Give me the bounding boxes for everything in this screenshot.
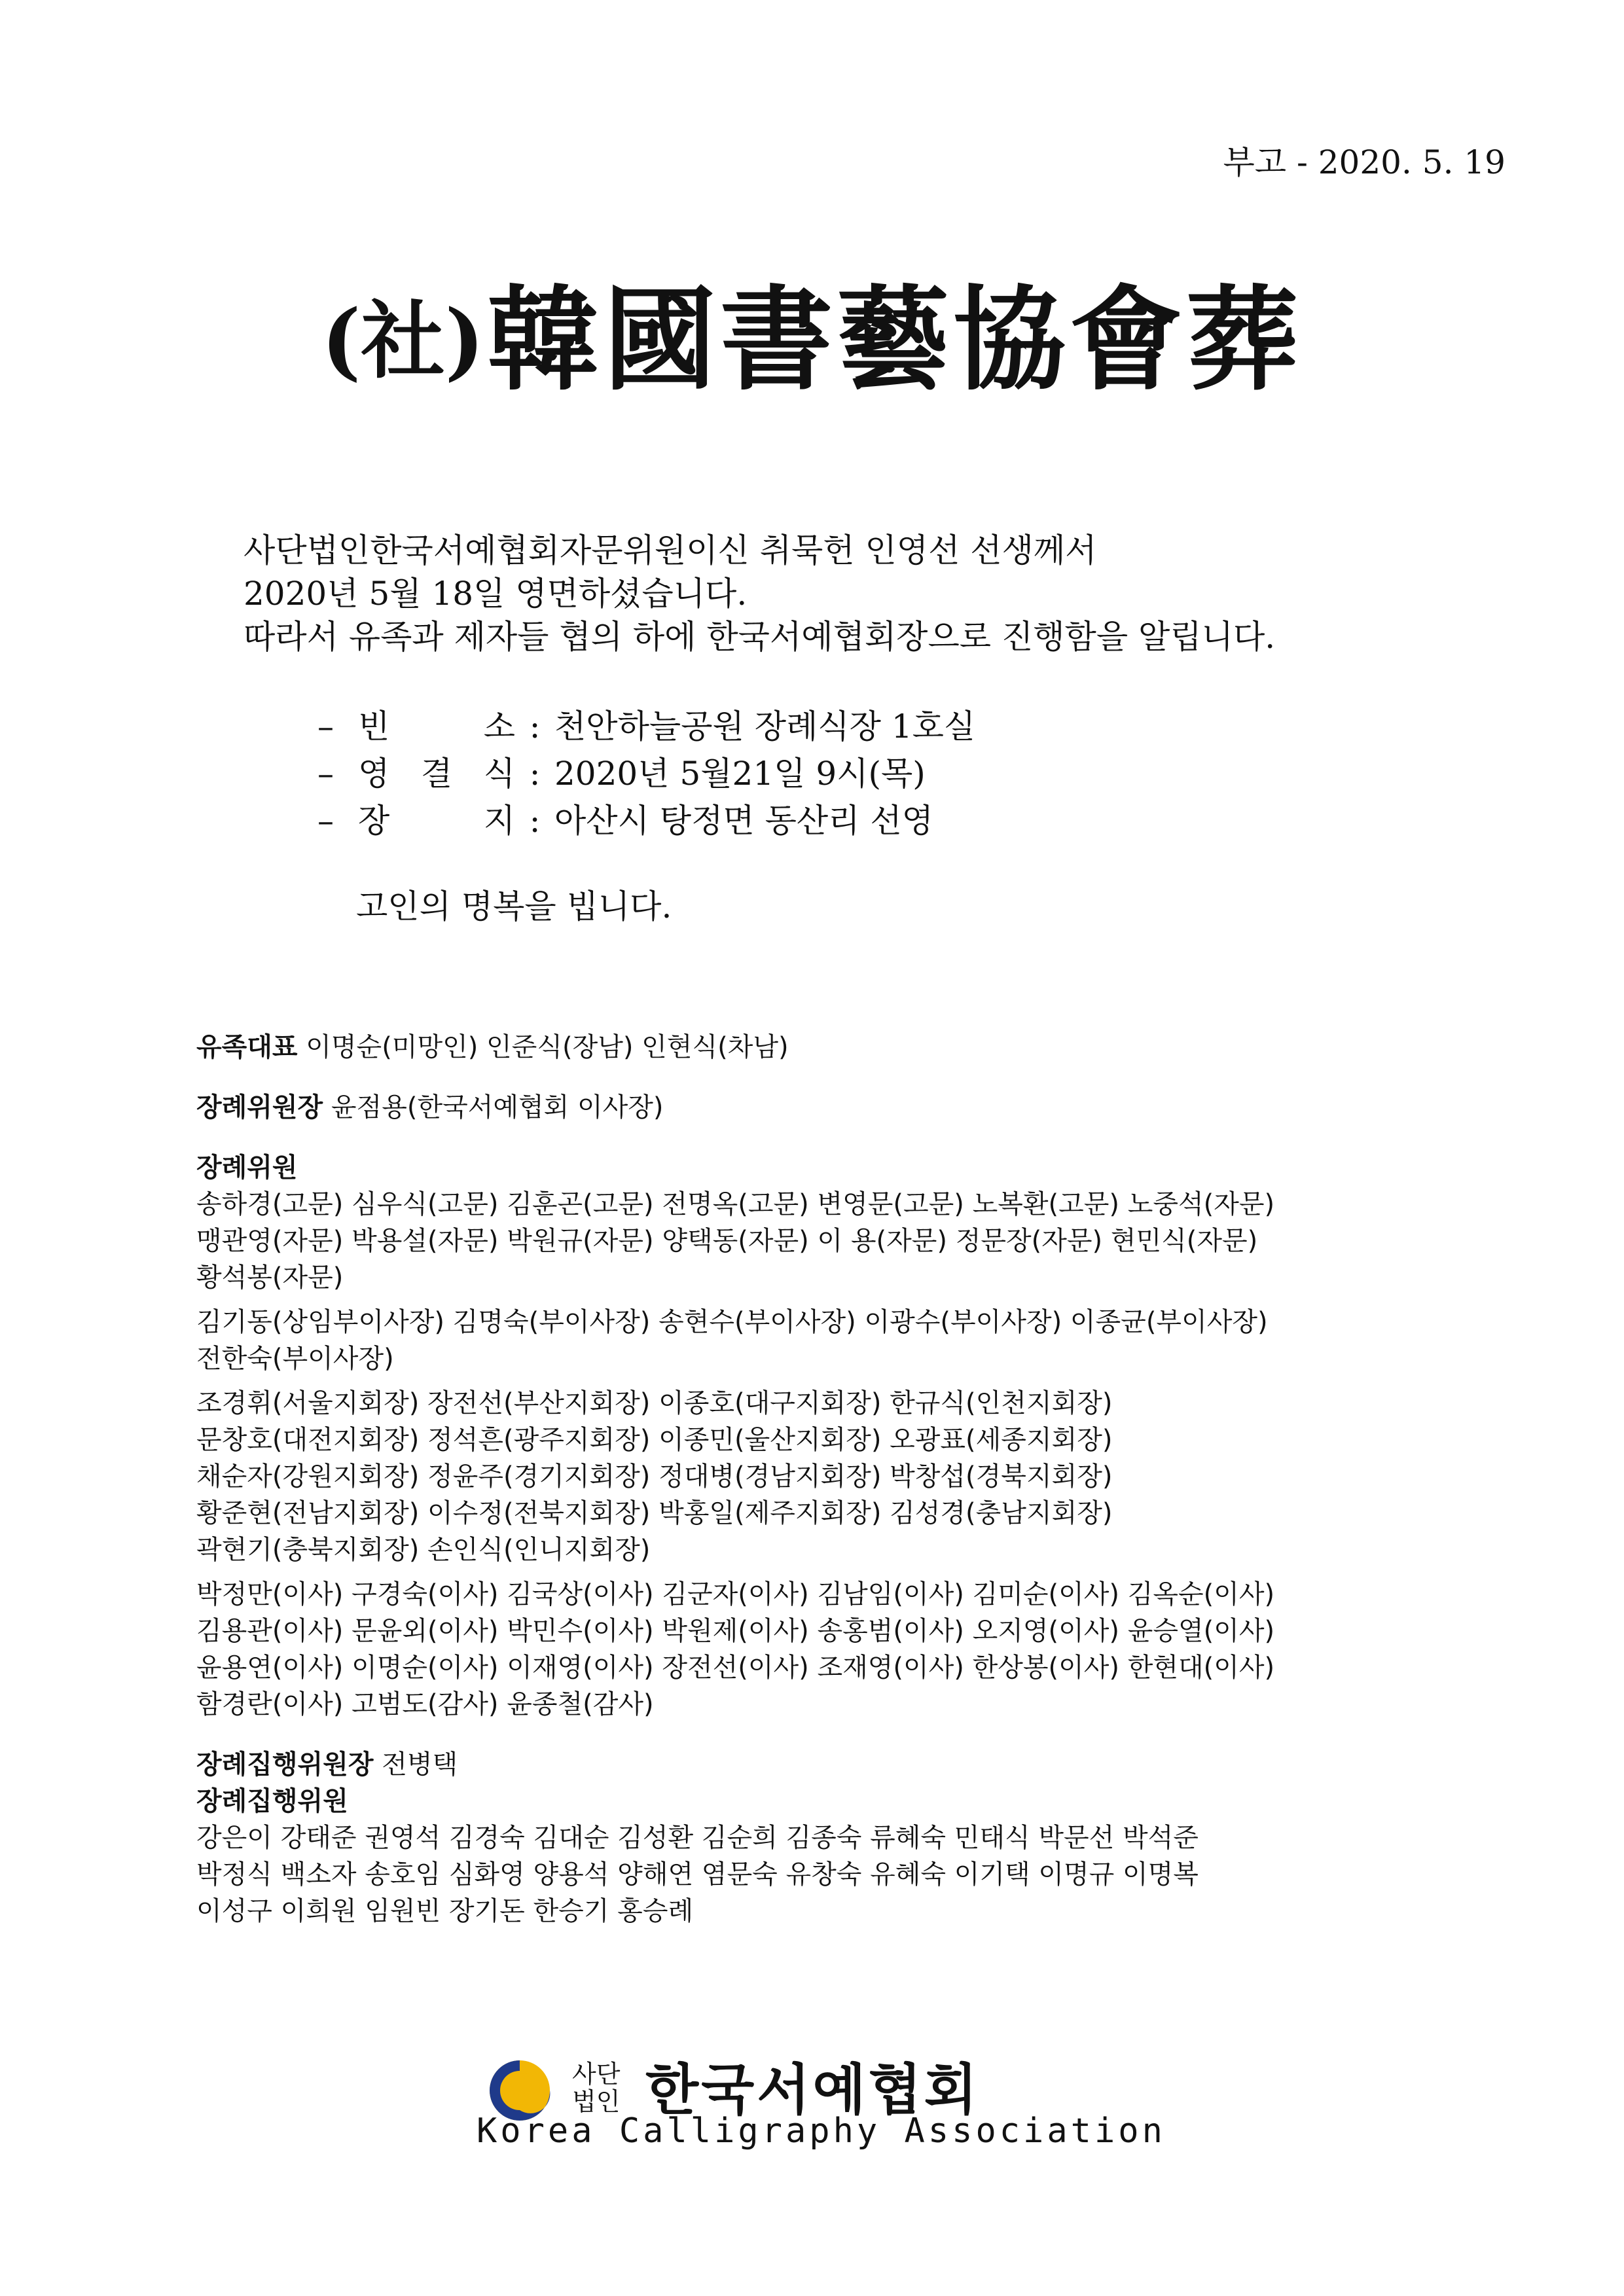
logo-name: 한국서예협회 xyxy=(645,2057,980,2122)
detail-value: 천안하늘공원 장례식장 1호실 xyxy=(554,708,976,745)
committee-group-vice-chairs xyxy=(196,1304,1492,1377)
roster-line: 채순자(강원지회장) 정윤주(경기지회장) 정대병(경남지회장) 박창섭(경북지회장) xyxy=(196,1462,1113,1492)
roster-line: 맹관영(자문) 박용설(자문) 박원규(자문) 양택동(자문) 이 용(자문) 정문장(자문) 현민식(자문) xyxy=(196,1226,1258,1256)
roster-line: 박정식 백소자 송호임 심화영 양용석 양해연 염문숙 유창숙 유혜숙 이기택 이명규 이명복 xyxy=(196,1859,1199,1890)
roster-line: 곽현기(충북지회장) 손인식(인니지회장) xyxy=(196,1535,651,1565)
roster-line: 황석봉(자문) xyxy=(196,1263,344,1293)
executive-chair: 장례집행위원장 전병택 xyxy=(196,1749,458,1780)
intro-paragraph xyxy=(244,529,1275,658)
roster-line: 조경휘(서울지회장) 장전선(부산지회장) 이종호(대구지회장) 한규식(인천지회장) xyxy=(196,1388,1113,1418)
roster-line: 김용관(이사) 문윤외(이사) 박민수(이사) 박원제(이사) 송홍범(이사) 오지영(이사) 윤승열(이사) xyxy=(196,1616,1275,1646)
title-main: 韓國書藝協會葬 xyxy=(487,273,1303,406)
notice-date: 부고 - 2020. 5. 19 xyxy=(1223,143,1506,181)
section-label: 장례집행위원장 xyxy=(196,1749,374,1780)
roster-line: 김기동(상임부이사장) 김명숙(부이사장) 송현수(부이사장) 이광수(부이사장) 이종균(부이사장) xyxy=(196,1307,1268,1337)
roster-line: 문창호(대전지회장) 정석흔(광주지회장) 이종민(울산지회장) 오광표(세종지회장) xyxy=(196,1425,1113,1455)
detail-value: 2020년 5월21일 9시(목) xyxy=(554,755,926,793)
document-title xyxy=(0,250,1624,412)
section-label: 장례위원 xyxy=(196,1153,298,1183)
executive-committee-list xyxy=(196,1820,1492,1929)
roster-line: 송하경(고문) 심우식(고문) 김훈곤(고문) 전명옥(고문) 변영문(고문) 노복환(고문) 노중석(자문) xyxy=(196,1189,1275,1219)
roster-line: 박정만(이사) 구경숙(이사) 김국상(이사) 김군자(이사) 김남임(이사) 김미순(이사) 김옥순(이사) xyxy=(196,1579,1275,1609)
detail-row-binso: – 빈 소 : 천안하늘공원 장례식장 1호실 xyxy=(317,703,975,750)
detail-value: 아산시 탕정면 동산리 선영 xyxy=(554,802,933,840)
funeral-chair: 장례위원장 윤점용(한국서예협회 이사장) xyxy=(196,1092,664,1122)
intro-line: 따라서 유족과 제자들 협의 하에 한국서예협회장으로 진행함을 알립니다. xyxy=(244,618,1276,656)
title-prefix: (社) xyxy=(321,292,485,390)
roster-line: 황준현(전남지회장) 이수정(전북지회장) 박홍일(제주지회장) 김성경(충남지회장) xyxy=(196,1498,1113,1528)
section-label: 장례집행위원 xyxy=(196,1786,348,1816)
detail-label: 영 결 식 xyxy=(358,755,515,793)
detail-row-yeonggyeolsik: – 영 결 식 : 2020년 5월21일 9시(목) xyxy=(317,750,975,797)
section-label: 유족대표 xyxy=(196,1032,298,1062)
family-representatives: 유족대표 이명순(미망인) 인준식(장남) 인현식(차남) xyxy=(196,1032,789,1062)
intro-line: 사단법인한국서예협회자문위원이신 취묵헌 인영선 선생께서 xyxy=(244,531,1097,569)
intro-line: 2020년 5월 18일 영면하셨습니다. xyxy=(244,575,748,613)
closing-remark: 고인의 명복을 빕니다. xyxy=(356,888,672,925)
detail-label: 빈 소 xyxy=(358,708,515,745)
committee-group-advisors xyxy=(196,1186,1492,1296)
funeral-roster xyxy=(196,1029,1492,1929)
roster-line: 강은이 강태준 권영석 김경숙 김대순 김성환 김순희 김종숙 류혜숙 민태식 박문선 박석준 xyxy=(196,1823,1199,1853)
logo-english-name: Korea Calligraphy Association xyxy=(477,2111,1166,2151)
roster-line: 이성구 이희원 임원빈 장기돈 한승기 홍승례 xyxy=(196,1896,694,1926)
logo-small-bottom: 법인 xyxy=(572,2087,621,2116)
funeral-details xyxy=(317,703,975,844)
committee-group-directors xyxy=(196,1576,1492,1723)
roster-line: 윤용연(이사) 이명순(이사) 이재영(이사) 장전선(이사) 조재영(이사) 한상봉(이사) 한현대(이사) xyxy=(196,1653,1275,1683)
section-label: 장례위원장 xyxy=(196,1092,323,1122)
detail-label: 장 지 xyxy=(358,802,515,840)
roster-line: 함경란(이사) 고범도(감사) 윤종철(감사) xyxy=(196,1689,654,1719)
detail-row-jangji: – 장 지 : 아산시 탕정면 동산리 선영 xyxy=(317,797,975,844)
logo-small-top: 사단 xyxy=(572,2060,621,2089)
committee-group-branch-heads xyxy=(196,1385,1492,1568)
roster-line: 전한숙(부이사장) xyxy=(196,1344,394,1374)
